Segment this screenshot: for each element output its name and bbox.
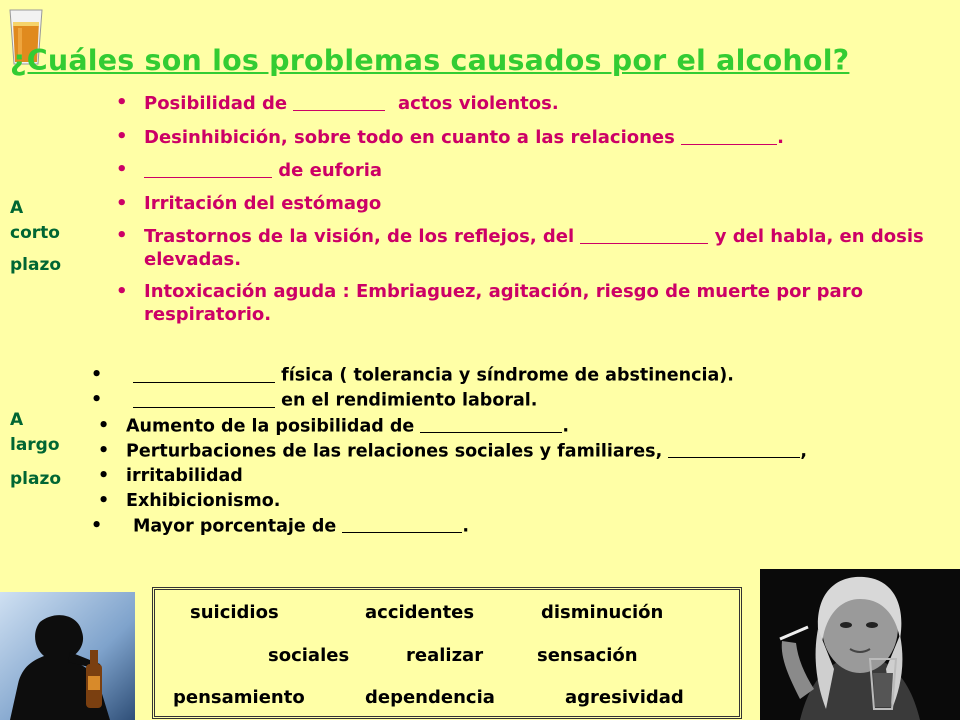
fill-blank[interactable] <box>420 415 562 434</box>
list-item: • Irritación del estómago <box>116 192 382 214</box>
fill-blank[interactable] <box>681 126 777 145</box>
word-option[interactable]: disminución <box>541 602 664 623</box>
woman-smoking-photo <box>760 569 960 720</box>
list-item: • en el rendimiento laboral. <box>91 390 538 411</box>
list-item: • de euforia <box>116 159 383 181</box>
word-option[interactable]: accidentes <box>365 602 475 623</box>
list-item: • Desinhibición, sobre todo en cuanto a las relaciones . <box>116 125 784 148</box>
list-item: • Perturbaciones de las relaciones sociales y familiares, , <box>98 440 807 462</box>
word-option[interactable]: pensamiento <box>173 687 305 708</box>
word-bank <box>152 587 742 719</box>
list-item: • Posibilidad de actos violentos. <box>116 92 559 114</box>
list-item: • irritabilidad <box>98 466 243 486</box>
fill-blank[interactable] <box>342 515 462 534</box>
fill-blank[interactable] <box>668 440 800 459</box>
word-option[interactable]: dependencia <box>365 687 495 708</box>
fill-blank[interactable] <box>580 225 708 244</box>
word-option[interactable]: sociales <box>268 645 350 666</box>
list-item: • Trastornos de la visión, de los reflejos, del y del habla, en dosis elevadas. <box>116 225 924 270</box>
list-item: • Mayor porcentaje de . <box>91 515 469 536</box>
page-title: ¿Cuáles son los problemas causados por el alcohol? <box>10 44 850 77</box>
word-option[interactable]: suicidios <box>190 602 279 623</box>
long-term-label: A largo plazo <box>10 410 62 490</box>
list-item: • física ( tolerancia y síndrome de abstinencia). <box>91 365 734 386</box>
word-option[interactable]: agresividad <box>565 687 684 708</box>
fill-blank[interactable] <box>133 389 275 408</box>
fill-blank[interactable] <box>133 364 275 383</box>
list-item: • Intoxicación aguda : Embriaguez, agitación, riesgo de muerte por paro respiratorio. <box>116 281 863 325</box>
list-item: • Exhibicionismo. <box>98 490 281 511</box>
word-option[interactable]: realizar <box>406 645 484 666</box>
long-term-list <box>91 364 926 540</box>
man-with-bottle-photo <box>0 592 135 720</box>
short-term-label: A corto plazo <box>10 198 62 276</box>
fill-blank[interactable] <box>144 159 272 178</box>
short-term-list <box>116 92 944 336</box>
list-item: • Aumento de la posibilidad de . <box>98 415 570 436</box>
word-option[interactable]: sensación <box>537 645 638 666</box>
fill-blank[interactable] <box>293 92 385 111</box>
